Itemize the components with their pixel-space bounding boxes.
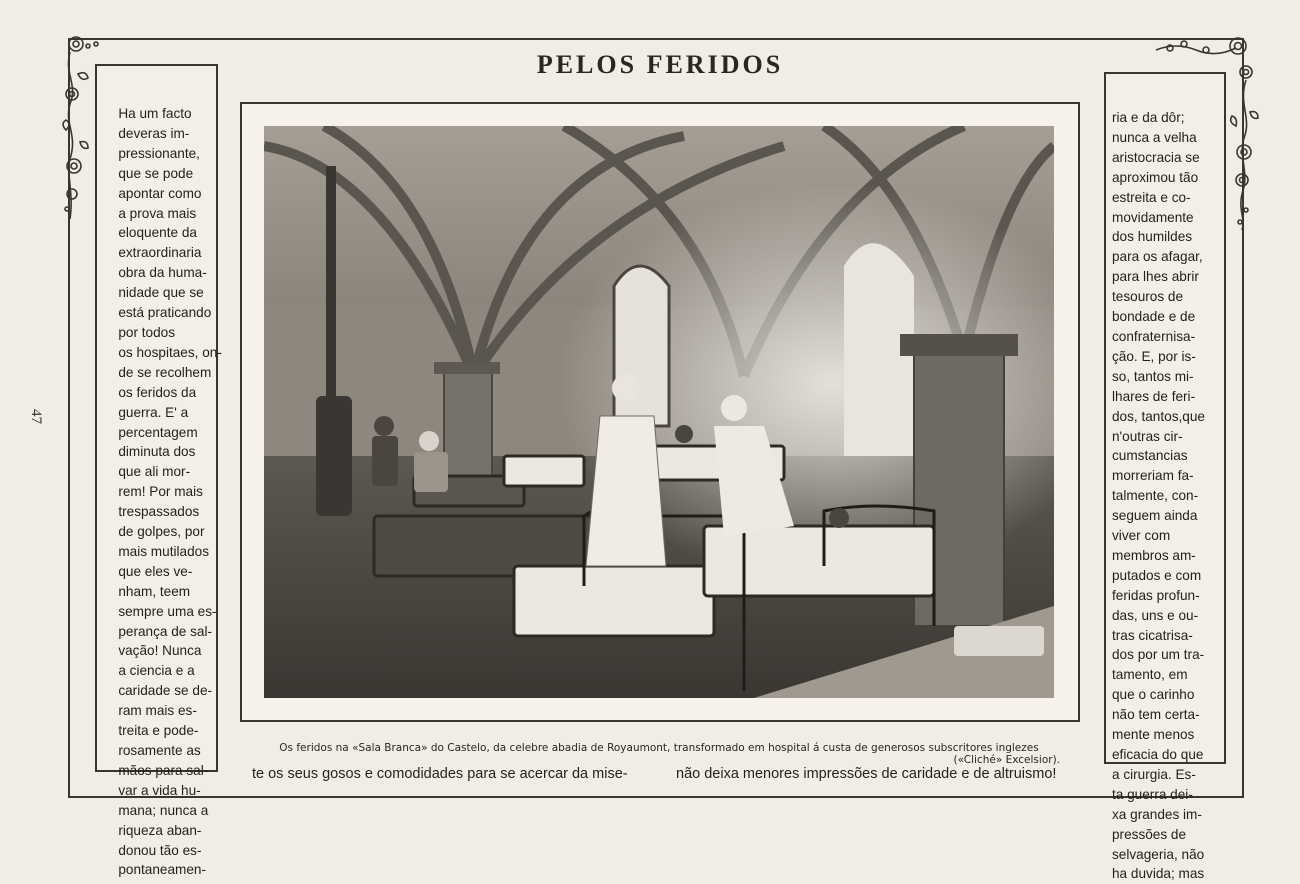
photo-caption [244,742,1074,766]
right-column-text: ria e da dôr; nunca a velha aristocracia se aproximou tão estreita e co- movidamente dos humildes para os afagar, para lhes abrir tesouros de bondade e de confraternisa- ção. E, por is- so, tantos mi- lhares de feri- dos, tantos,que n'outras cir- cumstancias morreriam fa- talmente, con- seguem ainda viver com membros am- putados e com feridas profun- das, uns e ou- tras cicatrisa- dos por um tra- tamento, em que o carinho não tem certa- mente menos eficacia do que a cirurgia. Es- ta guerra dei- xa grandes im- pressões de selvageria, não ha duvida; mas [1112,110,1205,882]
caption-line-2: («Cliché» Excelsior). [953,754,1060,766]
page-number: 47 [28,409,44,424]
hospital-ward-photograph [264,126,1054,698]
bottom-text-left: te os seus gosos e comodidades para se acercar da mise- [252,766,628,782]
caption-line-1: Os feridos na «Sala Branca» do Castelo, da celebre abadia de Royaumont, transformado em hospital á custa de generosos subscritores inglezes [279,742,1039,754]
bottom-text-right: não deixa menores impressões de caridade e de altruismo! [676,766,1057,782]
left-text-column [95,64,222,878]
article-title: PELOS FERIDOS [536,50,784,79]
right-text-column [1104,72,1226,882]
left-column-text: Ha um facto deveras im- pressionante, que se pode apontar como a prova mais eloquente da extraordinaria obra da huma- nidade que se está praticando por todos os hospitaes, on- de se recolhem os feridos da guerra. E' a percentagem diminuta dos que ali mor- rem! Por mais trespassados de golpes, por mais mutilados que eles ve- nham, teem sempre uma es- perança de sal- vação! Nunca a ciencia e a caridade se de- ram mais es- treita e pode- rosamente as mãos para sal- var a vida hu- mana; nunca a riqueza aban- donou tão es- pontaneamen- [118,106,222,878]
